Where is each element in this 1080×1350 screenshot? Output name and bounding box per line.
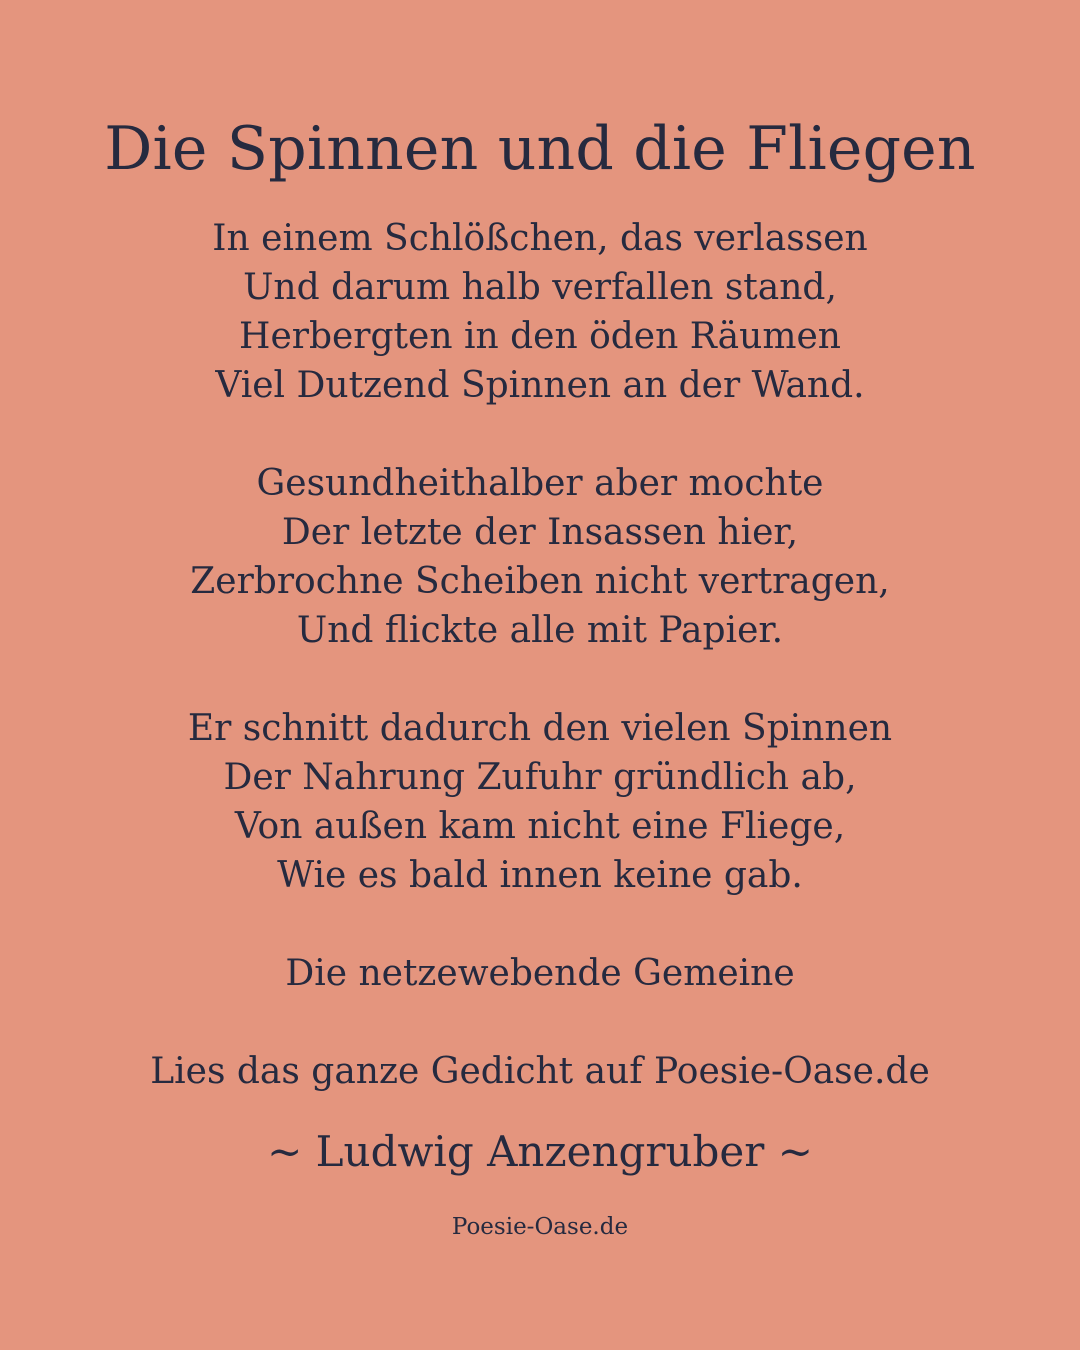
poem-line: Viel Dutzend Spinnen an der Wand. xyxy=(215,365,865,406)
stanza-4 xyxy=(0,949,1080,998)
poem-line: Der letzte der Insassen hier, xyxy=(281,512,799,553)
stanza-3 xyxy=(0,704,1080,900)
poem-line: Der Nahrung Zufuhr gründlich ab, xyxy=(223,757,857,798)
poem-line: Wie es bald innen keine gab. xyxy=(277,855,803,896)
poem-line: In einem Schlößchen, das verlassen xyxy=(212,218,868,259)
website-footer: Poesie-Oase.de xyxy=(451,1214,629,1240)
poem-title: Die Spinnen und die Fliegen xyxy=(104,114,976,184)
poem-line: Die netzewebende Gemeine xyxy=(285,953,795,994)
stanza-1 xyxy=(0,214,1080,410)
read-more-text: Lies das ganze Gedicht auf Poesie-Oase.de xyxy=(150,1051,930,1092)
poem-line: Gesundheithalber aber mochte xyxy=(256,463,824,504)
poem-author: ~ Ludwig Anzengruber ~ xyxy=(267,1127,813,1176)
poem-line: Und flickte alle mit Papier. xyxy=(296,610,784,651)
poem-line: Zerbrochne Scheiben nicht vertragen, xyxy=(190,561,890,602)
poem-line: Herbergten in den öden Räumen xyxy=(239,316,841,357)
poem-line: Und darum halb verfallen stand, xyxy=(243,267,837,308)
poem-line: Er schnitt dadurch den vielen Spinnen xyxy=(187,708,893,749)
poem-line: Von außen kam nicht eine Fliege, xyxy=(234,806,846,847)
stanza-2 xyxy=(0,459,1080,655)
